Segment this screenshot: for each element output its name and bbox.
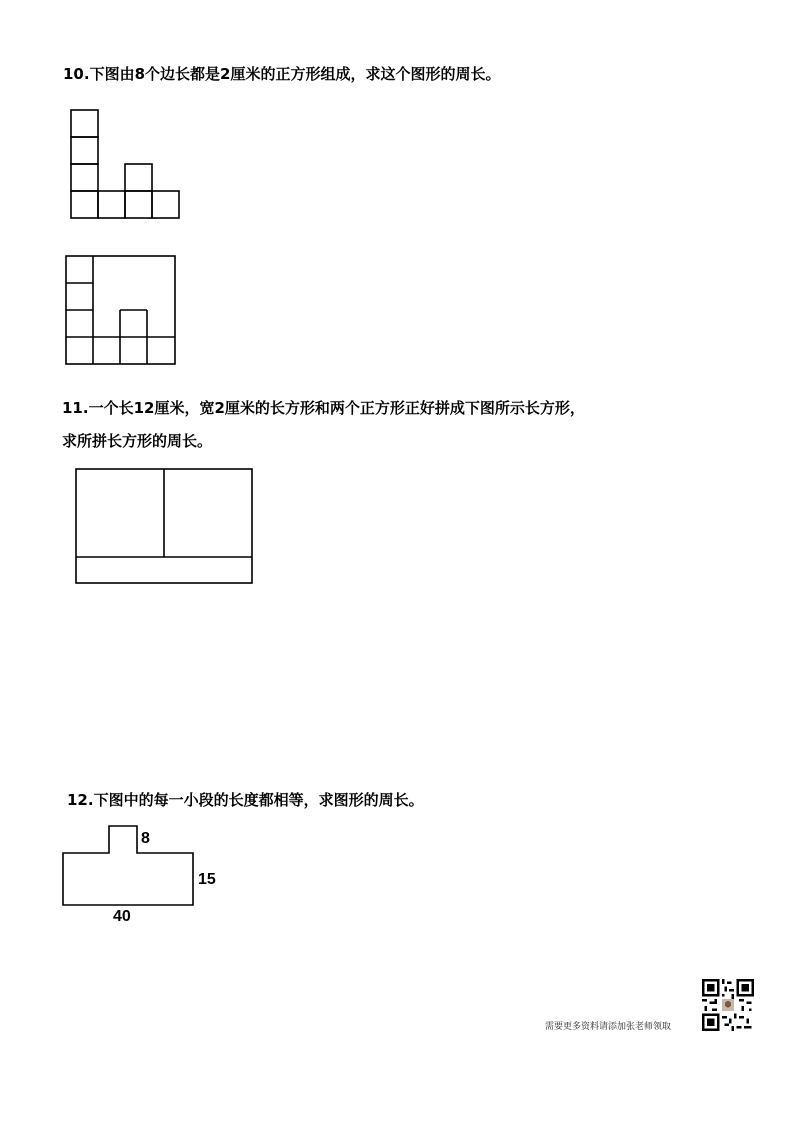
square xyxy=(71,191,98,218)
square xyxy=(152,191,179,218)
label-top-step: 8 xyxy=(141,830,150,847)
square xyxy=(71,164,98,191)
question-11-line2: 求所拼长方形的周长。 xyxy=(62,432,213,450)
square xyxy=(71,110,98,137)
square xyxy=(71,137,98,164)
qr-code-image xyxy=(702,979,754,1031)
label-right-side: 15 xyxy=(198,871,216,888)
label-bottom: 40 xyxy=(113,908,131,925)
square xyxy=(125,191,152,218)
question-10-text: 10.下图由8个边长都是2厘米的正方形组成，求这个图形的周长。 xyxy=(63,65,501,83)
square xyxy=(125,164,152,191)
figure-10-squares xyxy=(71,110,179,218)
square xyxy=(98,191,125,218)
footer-note: 需要更多资料请添加张老师领取 xyxy=(545,1022,672,1032)
figure-12-shape xyxy=(63,826,193,905)
question-11-line1: 11.一个长12厘米，宽2厘米的长方形和两个正方形正好拼成下图所示长方形， xyxy=(62,399,585,417)
figure-10-enclosed xyxy=(66,256,175,364)
question-12-text: 12.下图中的每一小段的长度都相等，求图形的周长。 xyxy=(67,791,424,809)
figure-11-rectangle xyxy=(76,469,252,583)
